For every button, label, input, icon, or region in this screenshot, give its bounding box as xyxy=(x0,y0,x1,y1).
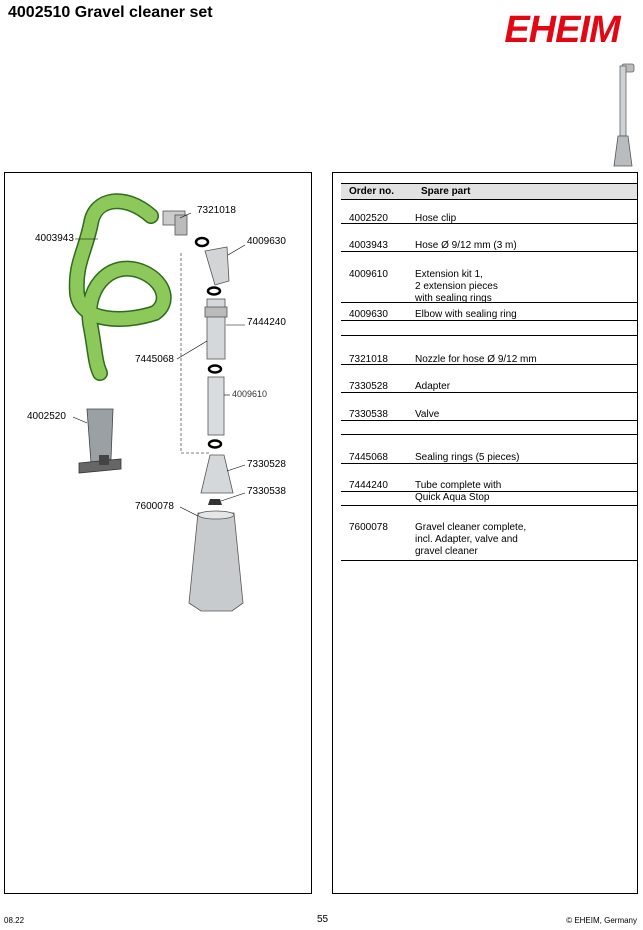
spare-part-cell xyxy=(415,269,498,305)
header-spare-part: Spare part xyxy=(421,186,471,197)
product-thumbnail-image xyxy=(602,62,638,170)
order-number-cell: 4009610 xyxy=(349,269,388,280)
adapter-drawing xyxy=(201,455,233,493)
exploded-view-panel xyxy=(4,172,312,894)
table-row xyxy=(341,266,637,303)
spare-part-cell xyxy=(415,381,450,393)
exploded-view-diagram xyxy=(5,173,311,893)
spare-part-line: Extension kit 1, xyxy=(415,269,483,280)
order-number-cell: 7600078 xyxy=(349,522,388,533)
order-number-cell: 7330528 xyxy=(349,381,388,392)
spare-part-line: Valve xyxy=(415,409,440,420)
callout-7330528: 7330528 xyxy=(247,459,286,470)
spare-part-line: Hose Ø 9/12 mm (3 m) xyxy=(415,240,517,251)
table-row xyxy=(341,434,637,435)
spare-part-cell xyxy=(415,240,517,252)
spare-part-line: Hose clip xyxy=(415,213,457,224)
table-row xyxy=(341,449,637,464)
hose-drawing xyxy=(77,201,164,373)
header-order-no: Order no. xyxy=(349,186,395,197)
callout-7321018: 7321018 xyxy=(197,205,236,216)
table-row xyxy=(341,306,637,321)
extension-drawing xyxy=(208,377,224,435)
order-number-cell: 7444240 xyxy=(349,480,388,491)
page-title: 4002510 Gravel cleaner set xyxy=(8,4,213,21)
gravel-cleaner-drawing xyxy=(189,513,243,611)
table-row xyxy=(341,519,637,561)
order-number-cell: 7330538 xyxy=(349,409,388,420)
spare-part-line: Nozzle for hose Ø 9/12 mm xyxy=(415,354,537,365)
table-row xyxy=(341,406,637,421)
order-number-cell: 7445068 xyxy=(349,452,388,463)
footer-date: 08.22 xyxy=(4,916,25,925)
spare-part-line: Quick Aqua Stop xyxy=(415,492,490,503)
order-number-cell: 4002520 xyxy=(349,213,388,224)
callout-4003943: 4003943 xyxy=(35,233,74,244)
order-number-cell: 4003943 xyxy=(349,240,388,251)
spare-part-cell xyxy=(415,480,501,504)
hose-clip-drawing xyxy=(79,409,121,473)
callout-7600078: 7600078 xyxy=(135,501,174,512)
spare-part-cell xyxy=(415,409,439,421)
spare-part-cell xyxy=(415,213,456,225)
table-row xyxy=(341,351,637,365)
callout-4009630: 4009630 xyxy=(247,236,286,247)
spare-part-line: 2 extension pieces xyxy=(415,281,498,292)
svg-text:EHEIM: EHEIM xyxy=(504,9,620,48)
spare-part-line: Adapter xyxy=(415,381,451,392)
table-row xyxy=(341,505,637,506)
callout-4002520: 4002520 xyxy=(27,411,66,422)
nozzle-drawing xyxy=(163,211,187,235)
elbow-drawing xyxy=(205,247,229,285)
page-number: 55 xyxy=(317,914,329,925)
table-row xyxy=(341,210,637,224)
spare-part-line: Tube complete with xyxy=(415,480,502,491)
table-row xyxy=(341,378,637,393)
table-row xyxy=(341,477,637,503)
valve-drawing xyxy=(208,499,222,505)
eheim-logo xyxy=(487,8,637,48)
order-number-cell: 7321018 xyxy=(349,354,388,365)
spare-part-cell xyxy=(415,354,537,366)
spare-part-cell xyxy=(415,452,520,464)
spare-part-line: with sealing rings xyxy=(415,293,492,304)
table-row xyxy=(341,237,637,252)
spare-part-line: gravel cleaner xyxy=(415,546,478,557)
spare-part-line: Sealing rings (5 pieces) xyxy=(415,452,520,463)
spare-part-line: Gravel cleaner complete, xyxy=(415,522,527,533)
spare-part-line: incl. Adapter, valve and xyxy=(415,534,518,545)
table-header xyxy=(341,183,637,200)
spare-part-line: Elbow with sealing ring xyxy=(415,309,517,320)
spare-part-cell xyxy=(415,309,517,321)
footer-copyright: © EHEIM, Germany xyxy=(566,916,637,925)
callout-7445068: 7445068 xyxy=(135,354,174,365)
callout-7444240: 7444240 xyxy=(247,317,286,328)
callout-7330538: 7330538 xyxy=(247,486,286,497)
table-row xyxy=(341,335,637,336)
callout-4009610: 4009610 xyxy=(232,389,268,399)
spare-parts-panel xyxy=(332,172,638,894)
order-number-cell: 4009630 xyxy=(349,309,388,320)
spare-part-cell xyxy=(415,522,526,558)
